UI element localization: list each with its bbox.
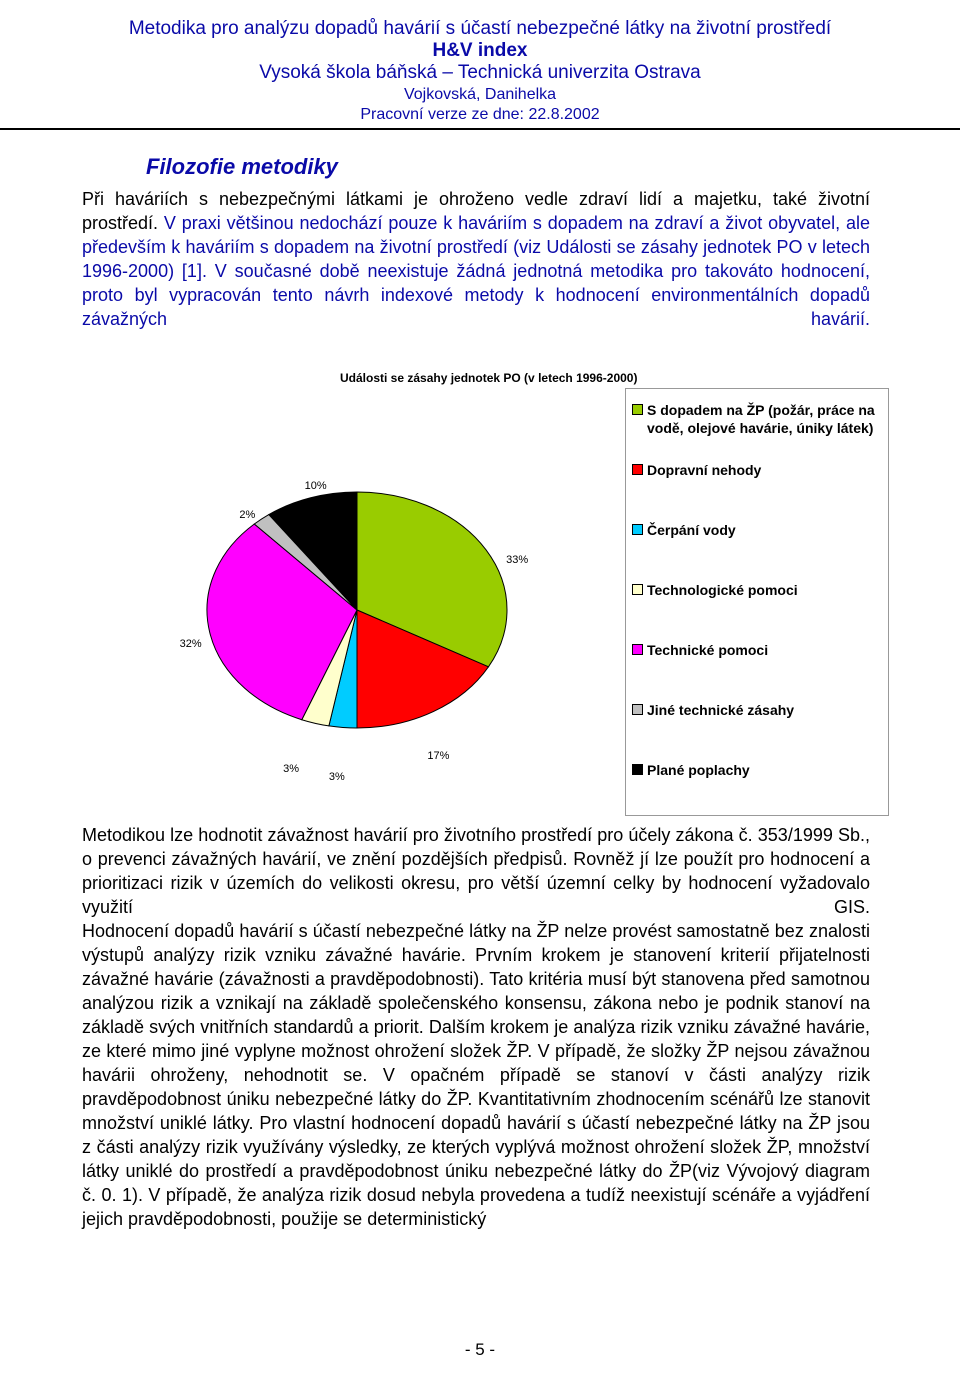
pie-slice-label: 17% — [427, 749, 450, 762]
legend-item — [632, 521, 882, 539]
legend-label: Technické pomoci — [647, 642, 769, 658]
legend-item — [632, 401, 882, 437]
header-version-date: Pracovní verze ze dne: 22.8.2002 — [360, 106, 600, 123]
pie-slice-label: 32% — [179, 638, 202, 651]
pie-slice-label: 10% — [304, 479, 327, 492]
legend-label: Jiné technické zásahy — [647, 702, 795, 718]
header-authors: Vojkovská, Danihelka — [403, 86, 557, 103]
legend-label: Čerpání vody — [647, 522, 736, 538]
page-number: - 5 - — [464, 1340, 496, 1359]
legend-swatch — [632, 704, 643, 715]
header-rule — [0, 128, 960, 130]
section-title: Filozofie metodiky — [146, 154, 338, 179]
header-university: Vysoká škola báňská – Technická univerzita Ostrava — [259, 62, 701, 83]
legend-label: Technologické pomoci — [647, 582, 798, 598]
pie-chart-plot — [200, 480, 520, 760]
procedure-paragraph: Hodnocení dopadů havárií s účastí nebezpečné látky na ŽP nelze provést samostatně bez znalosti výstupů analýzy rizik vzniku závažné havárie. Prvním krokem je stanovení kriterií přijatelnosti závažné havárie (závažnosti a pravděpodobnosti). Tato kritéria musí být stanovena před samotnou analýzou rizik a vznikají na základě společenského konsensu, zákona nebo je podnik stanoví na základě svých vnitřních standardů a priorit. Dalším krokem je analýza rizik vzniku závažné havárie, ze které mimo jiné vyplyne možnost ohrožení složek ŽP. V případě, že složky ŽP nejsou závažnou havárii ohroženy, nehodnotit se. V opačném případě se stanoví v části analýzy rizik pravděpodobnost úniku nebezpečné látky do ŽP. Kvantitativním zhodnocením scénářů lze stanovit množství uniklé látky. Pro vlastní hodnocení dopadů havárií s účastí nebezpečné látky na ŽP jsou z části analýzy rizik využívány výsledky, ze kterých vyplývá možnost ohrožení složek ŽP, množství látky uniklé do prostředí a pravděpodobnost úniku nebezpečné látky do ŽP(viz Vývojový diagram č. 0. 1). V případě, že analýza rizik dosud nebyla provedena a tudíž neexistují scénáře a vyjádření jejich pravděpodobnosti, použije se deterministický — [82, 921, 870, 1229]
document-header — [0, 18, 960, 124]
legend-item — [632, 701, 882, 719]
legend-label: Dopravní nehody — [647, 462, 762, 478]
pie-slice-label: 3% — [283, 763, 300, 776]
legend-swatch — [632, 584, 643, 595]
legend-swatch — [632, 464, 643, 475]
legend-label: Plané poplachy — [647, 762, 750, 778]
legend-swatch — [632, 524, 643, 535]
intro-text-black: Při haváriích s nebezpečnými látkami je ohroženo vedle zdraví lidí a majetku, také životní prostředí. — [82, 189, 870, 233]
chart-legend — [625, 388, 889, 816]
legend-item — [632, 461, 882, 479]
legend-swatch — [632, 644, 643, 655]
scope-paragraph: Metodikou lze hodnotit závažnost havárií pro životního prostředí pro účely zákona č. 353/1999 Sb., o prevenci závažných havárií, ve znění pozdějších předpisů. Rovněž jí lze použít pro hodnocení a prioritizaci rizik v územích do velikosti okresu, pro větší územní celky by hodnocení vyžadovalo využití GIS. — [82, 825, 870, 917]
legend-label: S dopadem na ŽP (požár, práce na vodě, olejové havárie, úniky látek) — [647, 402, 875, 436]
header-title: Metodika pro analýzu dopadů havárií s účastí nebezpečné látky na životní prostředí — [128, 18, 832, 39]
legend-swatch — [632, 404, 643, 415]
legend-item — [632, 581, 882, 599]
pie-slice-label: 3% — [328, 771, 345, 784]
intro-text-blue: V praxi většinou nedochází pouze k haváriím s dopadem na zdraví a život obyvatel, ale především k haváriím s dopadem na životní prostředí (viz Události se zásahy jednotek PO v letech 1996-2000) [1]. V současné době neexistuje žádná jednotná metodika pro takováto hodnocení, proto byl vypracován tento návrh indexové metody k hodnocení environmentálních dopadů závažných havárií. — [82, 213, 870, 329]
legend-item — [632, 761, 882, 779]
pie-slice-label: 2% — [239, 509, 256, 522]
intro-paragraph — [82, 187, 870, 331]
header-index-name: H&V index — [432, 40, 528, 61]
legend-swatch — [632, 764, 643, 775]
pie-slice-label: 33% — [506, 553, 529, 566]
chart-title: Události se zásahy jednotek PO (v letech 1996-2000) — [340, 371, 638, 385]
legend-item — [632, 641, 882, 659]
